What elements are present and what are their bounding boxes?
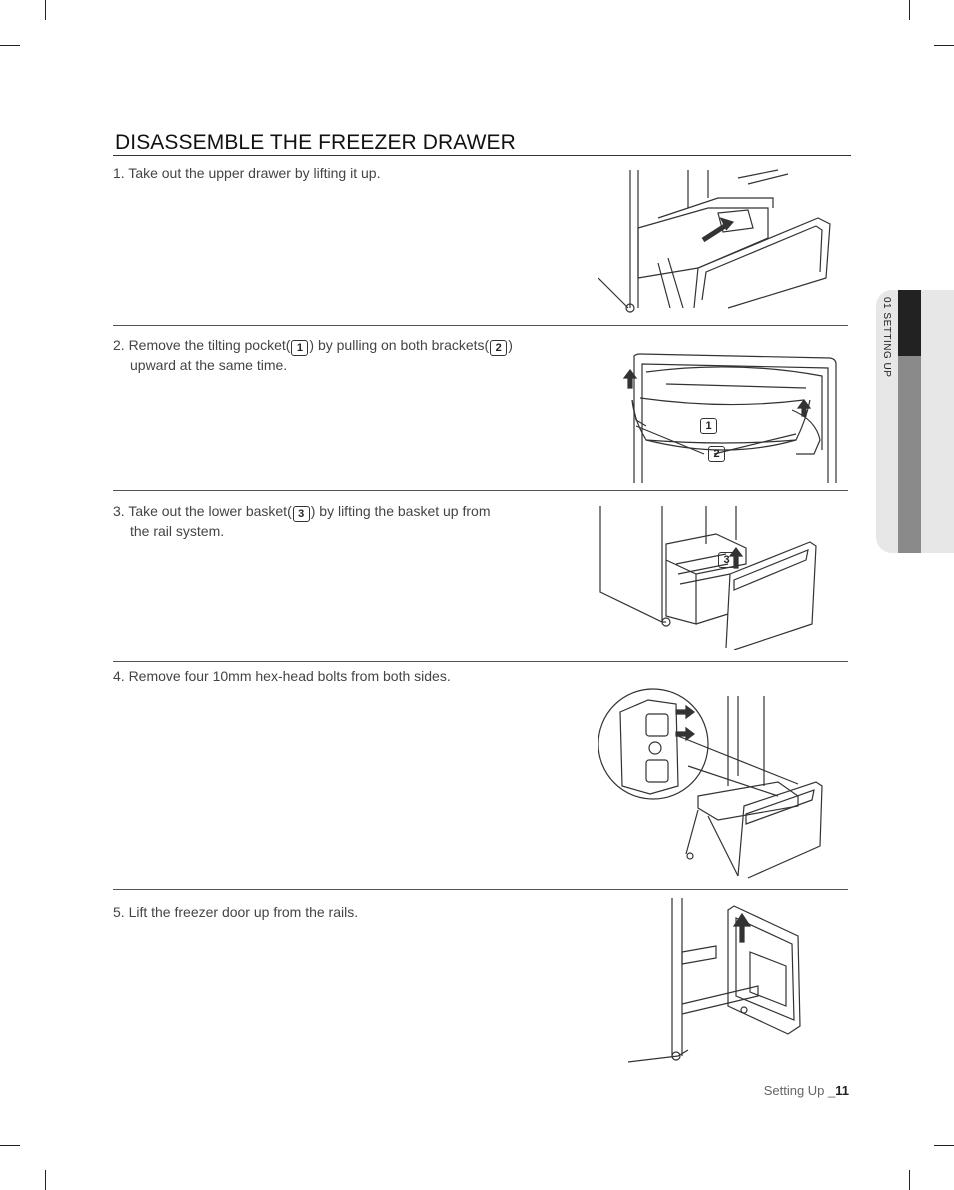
crop-mark [934,1145,954,1146]
section-divider [113,325,848,326]
upper-drawer-illustration [598,168,838,316]
step-1-text: 1. Take out the upper drawer by lifting it up. [113,165,381,181]
crop-mark [909,0,910,20]
crop-mark [45,0,46,20]
step-4-text: 4. Remove four 10mm hex-head bolts from both sides. [113,668,451,684]
section-divider [113,889,848,890]
title-rule [113,155,851,156]
chapter-tab-indicator [898,290,921,356]
crop-mark [0,1145,20,1146]
chapter-tab-label: 01 SETTING UP [881,297,892,378]
step-2-text: 2. Remove the tilting pocket( 1 ) by pulling on both brackets( 2 ) upward at the same time. [113,337,513,373]
section-divider [113,661,848,662]
callout-3: 3 [718,552,735,568]
freezer-door-illustration [628,896,804,1066]
page-footer: Setting Up _11 [763,1083,849,1098]
callout-badge-2: 2 [490,340,507,356]
crop-mark [45,1170,46,1190]
lower-basket-illustration [596,504,822,650]
chapter-tab-track [898,356,921,553]
step-5-text: 5. Lift the freezer door up from the rails. [113,904,359,920]
callout-badge-1: 1 [291,340,308,356]
page-number: 11 [835,1083,849,1098]
callout-2: 2 [708,446,725,462]
crop-mark [934,45,954,46]
hex-bolts-illustration [598,686,824,880]
callout-badge-3: 3 [293,506,310,522]
crop-mark [909,1170,910,1190]
crop-mark [0,45,20,46]
callout-1: 1 [700,418,717,434]
section-divider [113,490,848,491]
step-3-text: 3. Take out the lower basket( 3 ) by lifting the basket up from the rail system. [113,503,491,539]
tilting-pocket-illustration [606,350,842,484]
page-title: DISASSEMBLE THE FREEZER DRAWER [115,131,516,154]
